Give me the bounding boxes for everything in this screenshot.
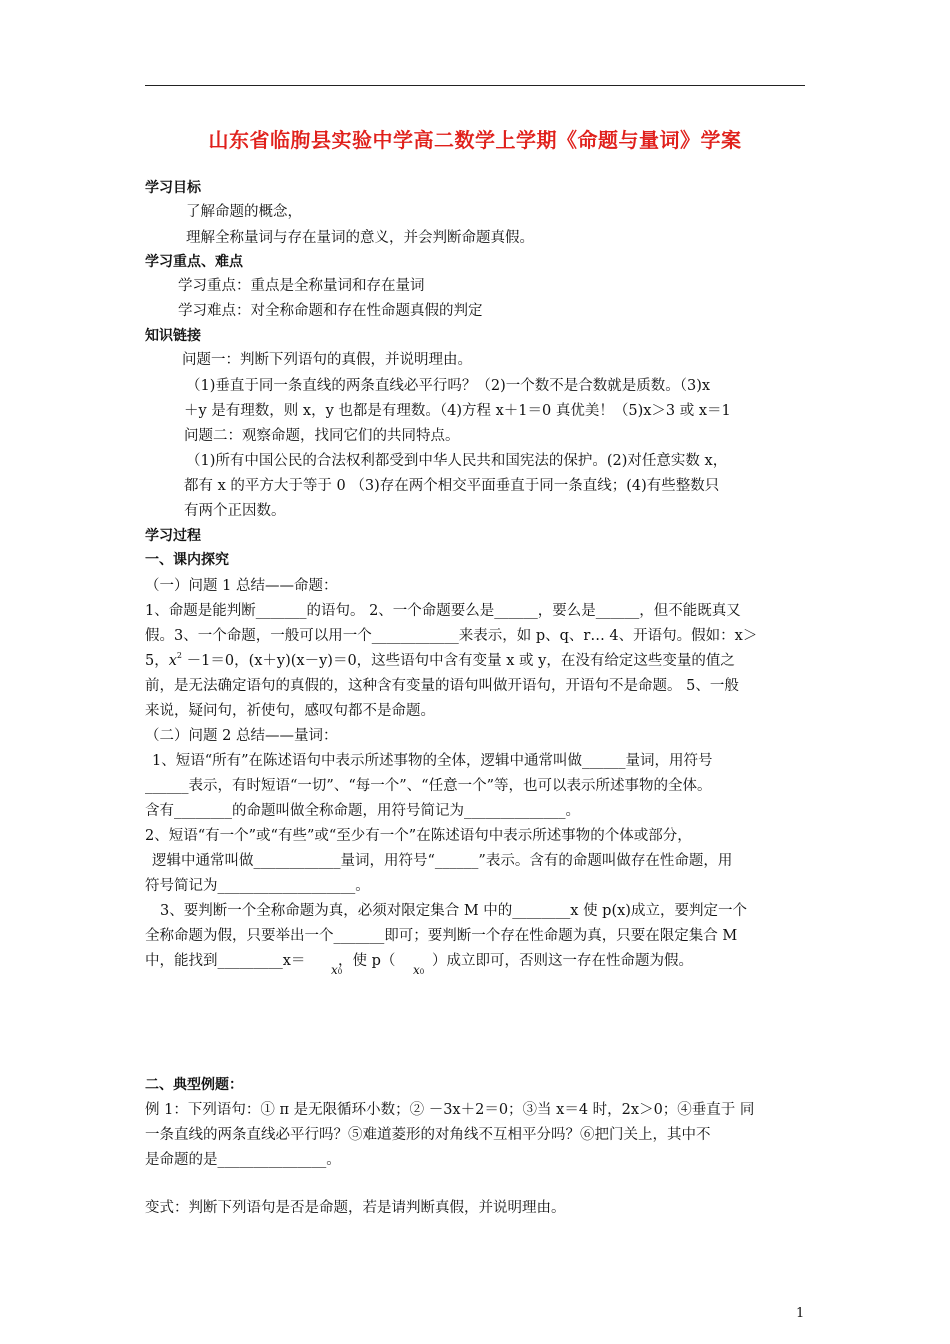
process-line: ）成立即可，否则这一存在性命题为假。 <box>432 953 693 969</box>
page-number: 1 <box>796 1306 805 1321</box>
process-line: （二）问题 2 总结——量词： <box>145 728 338 744</box>
heading-learning-process: 学习过程 <box>145 528 201 544</box>
process-line: 假。3、一个命题，一般可以用一个____________来表示，如 p、q、r… 4、开语句。假如：x＞ <box>145 628 758 644</box>
knowledge-line: 都有 x 的平方大于等于 0 （3)存在两个相交平面垂直于同一条直线；(4)有些整数只 <box>184 478 720 494</box>
process-line: 含有________的命题叫做全称命题，用符号简记为______________。 <box>145 803 580 819</box>
heading-knowledge-link: 知识链接 <box>145 328 201 344</box>
variant-line: 变式：判断下列语句是否是命题，若是请判断真假，并说明理由。 <box>145 1200 566 1216</box>
difficulty-line: 学习难点：对全称命题和存在性命题真假的判定 <box>178 303 483 319</box>
goal-line-2: 理解全称量词与存在量词的意义，并会判断命题真假。 <box>186 230 534 246</box>
question-one: 问题一：判断下列语句的真假，并说明理由。 <box>182 352 472 368</box>
example-line: 一条直线的两条直线必平行吗？⑤难道菱形的对角线不互相平分吗？⑥把门关上，其中不 <box>145 1127 711 1143</box>
subheading-in-class: 一、课内探究 <box>145 552 229 568</box>
process-line: 1、命题是能判断_______的语句。 2、一个命题要么是______，要么是______，但不能既真又 <box>145 603 741 619</box>
process-line: ______表示，有时短语“一切”、“每一个”、“任意一个”等，也可以表示所述事物的全体。 <box>145 778 712 794</box>
process-line: 1、短语“所有”在陈述语句中表示所述事物的全体，逻辑中通常叫做______量词，用符号 <box>152 753 713 769</box>
process-line <box>145 651 735 673</box>
process-line: 3、要判断一个全称命题为真，必须对限定集合 M 中的________x 使 p(x)成立，要判定一个 <box>160 903 747 919</box>
process-text: 5， <box>145 653 169 669</box>
process-line: 前，是无法确定语句的真假的，这种含有变量的语句叫做开语句，开语句不是命题。 5、一般 <box>145 678 739 694</box>
process-line: 来说，疑问句，祈使句，感叹句都不是命题。 <box>145 703 435 719</box>
process-line: 中，能找到_________x＝ <box>145 953 306 969</box>
process-line: ，使 p（ <box>338 953 396 969</box>
header-rule <box>145 85 805 86</box>
document-title: 山东省临朐县实验中学高二数学上学期《命题与量词》学案 <box>208 128 742 152</box>
math-x0: x0 <box>331 963 343 977</box>
math-superscript: 2 <box>176 651 183 660</box>
heading-key-points: 学习重点、难点 <box>145 254 243 270</box>
key-point-line: 学习重点：重点是全称量词和存在量词 <box>178 278 425 294</box>
knowledge-line: 有两个正因数。 <box>184 503 286 519</box>
question-two: 问题二：观察命题，找同它们的共同特点。 <box>184 428 460 444</box>
process-text: －1＝0，(x＋y)(x－y)＝0，这些语句中含有变量 x 或 y，在没有给定这些变量的值之 <box>182 653 735 669</box>
example-line: 例 1：下列语句：① π 是无限循环小数；② －3x＋2＝0；③当 x＝4 时，2x＞0；④垂直于 同 <box>145 1102 755 1118</box>
heading-learning-goals: 学习目标 <box>145 180 201 196</box>
math-x0: x0 <box>413 963 425 977</box>
goal-line-1: 了解命题的概念， <box>186 204 302 220</box>
knowledge-line: （1)垂直于同一条直线的两条直线必平行吗？（2)一个数不是合数就是质数。（3)x <box>186 378 711 394</box>
process-line: 逻辑中通常叫做____________量词，用符号“______”表示。含有的命题叫做存在性命题，用 <box>152 853 733 869</box>
knowledge-line: ＋y 是有理数，则 x，y 也都是有理数。（4)方程 x＋1＝0 真优美！（5)x＞3 或 x＝1 <box>184 403 731 419</box>
example-line: 是命题的是_______________。 <box>145 1152 341 1168</box>
process-line: （一）问题 1 总结——命题： <box>145 578 338 594</box>
process-line: 符号简记为___________________。 <box>145 878 370 894</box>
process-line: 全称命题为假，只要举出一个_______即可；要判断一个存在性命题为真，只要在限定集合 M <box>145 928 738 944</box>
knowledge-line: （1)所有中国公民的合法权利都受到中华人民共和国宪法的保护。(2)对任意实数 x， <box>186 453 728 469</box>
heading-typical-examples: 二、典型例题： <box>145 1077 243 1093</box>
math-variable: x <box>168 653 177 669</box>
process-line: 2、短语“有一个”或“有些”或“至少有一个”在陈述语句中表示所述事物的个体或部分， <box>145 828 692 844</box>
